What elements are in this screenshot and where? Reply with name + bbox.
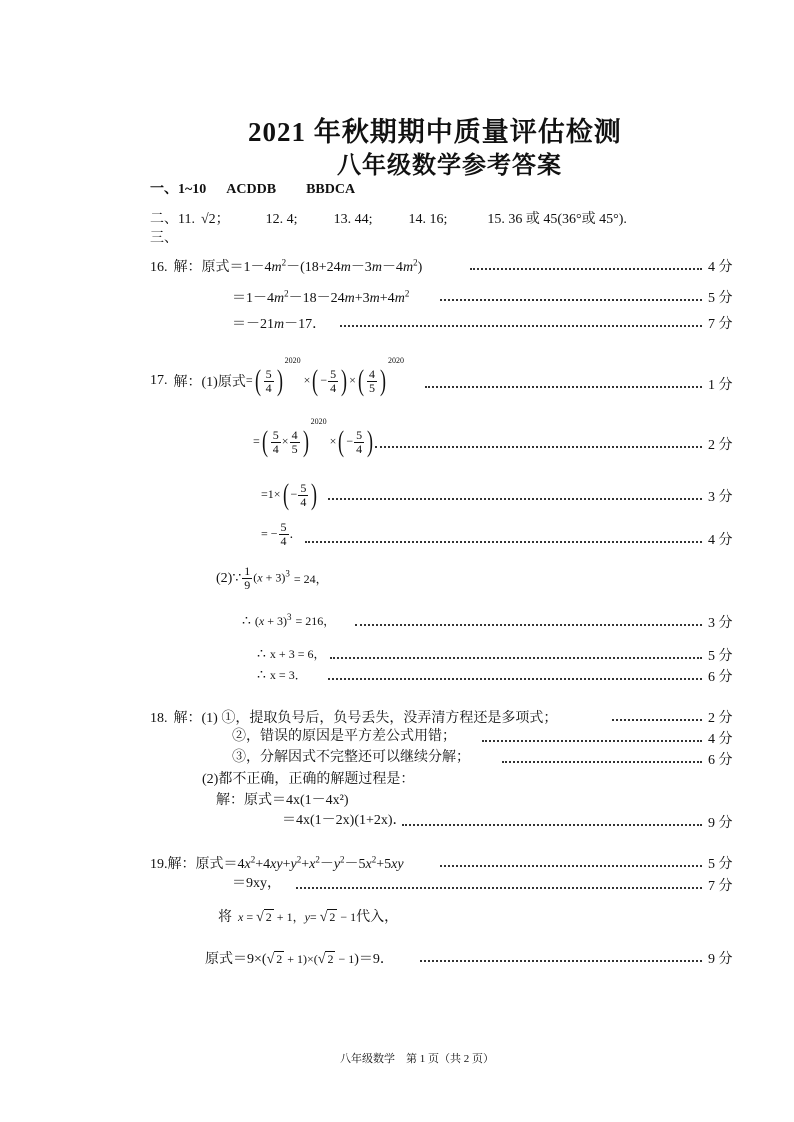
q17-expr4: = − $\frac{5}{4}$ ． <box>261 520 302 548</box>
q16-line3 <box>232 313 326 333</box>
score: 5 分 <box>708 857 733 872</box>
answer-13: 13. 44; <box>333 212 373 227</box>
q19-l3b: 代入， <box>356 910 399 925</box>
leader-dots <box>440 865 702 867</box>
answer-15: 15. 36 或 45(36°或 45°). <box>487 212 627 227</box>
score: 4 分 <box>708 732 733 747</box>
q17-p1: (1)原式 <box>201 375 246 390</box>
part1-label: 一、1~10 <box>150 182 207 197</box>
q17-line4 <box>261 521 302 548</box>
score: 9 分 <box>708 952 733 967</box>
part2-label: 二、11. <box>150 212 195 227</box>
score: 7 分 <box>708 317 733 332</box>
leader-dots <box>340 325 702 327</box>
q18-l2: ②，错误的原因是平方差公式用错； <box>232 729 456 744</box>
q17-expr3: =1×( − $\frac{5}{4}$ ) <box>261 478 318 511</box>
q17-expr2: =( $\frac{5}{4}$ × $\frac{4}{5}$ )$^{2020}$ ×( − $\frac{5}{4}$ ) <box>253 417 374 458</box>
leader-dots <box>375 446 702 448</box>
therefore-symbol: ∴ <box>257 668 266 683</box>
leader-dots <box>425 386 702 388</box>
q18-num: 18. <box>150 711 168 726</box>
q16-expr3: ＝－21m－17． <box>232 317 327 332</box>
q17-eq24: = 24， <box>293 572 328 586</box>
score: 3 分 <box>708 490 733 505</box>
page-subtitle: 八年级数学参考答案 <box>337 153 562 179</box>
q18-l5: 解：原式＝4x(1－4x²) <box>216 793 349 808</box>
q17-line1 <box>150 356 404 397</box>
leader-dots <box>440 299 702 301</box>
q16-expr1: 原式$=1-4m^2-(18+24m-3m-4m^2)$ <box>201 257 423 275</box>
q17-jie: 解： <box>173 375 202 390</box>
part1-answers-b: BBDCA <box>306 182 356 197</box>
q17-eq216: = 216， <box>295 614 336 628</box>
q19-jie: 解： <box>167 857 196 872</box>
therefore-symbol: ∴ <box>242 614 251 629</box>
q17-eq3: x = 3． <box>269 668 307 682</box>
q19-l4-expr: √ 2 + 1)×( √ 2 − 1 <box>266 952 355 967</box>
therefore-symbol: ∴ <box>257 647 266 662</box>
q18-l4: (2)都不正确，正确的解题过程是： <box>202 772 415 787</box>
leader-dots <box>328 678 702 680</box>
leader-dots <box>355 624 702 626</box>
leader-dots <box>402 824 702 826</box>
q16-num: 16. <box>150 260 168 275</box>
score: 9 分 <box>708 816 733 831</box>
score: 4 分 <box>708 260 733 275</box>
q17-expr1: =( $\frac{5}{4}$ )$^{2020}$ ×( − $\frac{5}{4}$ ) ×( $\frac{4}{5}$ )$^{2020}$ <box>245 356 404 397</box>
q17-line8 <box>257 666 307 684</box>
answer-14: 14. 16; <box>408 212 448 227</box>
q18-l1: (1) ①，提取负号后，负号丢失，没弄清方程还是多项式； <box>201 711 558 726</box>
score: 6 分 <box>708 670 733 685</box>
q17-expr6: $(x + 3)^3$ <box>254 612 292 628</box>
part1-answers-a: ACDDB <box>226 182 277 197</box>
q19-l2: ＝9xy， <box>232 876 281 891</box>
q19-line1 <box>150 853 404 873</box>
q17-p2: (2) <box>216 570 233 586</box>
page-title: 2021 年秋期期中质量评估检测 <box>248 117 622 147</box>
q17-line7 <box>257 645 325 663</box>
q17-line2 <box>253 417 375 458</box>
leader-dots <box>612 719 702 721</box>
leader-dots <box>305 541 702 543</box>
q17-eq6: x + 3 = 6， <box>269 647 326 661</box>
q19-num: 19. <box>150 857 168 872</box>
score: 1 分 <box>708 378 733 393</box>
score: 5 分 <box>708 649 733 664</box>
q17-num: 17. <box>150 373 168 388</box>
q16-expr2: $=1-4m^2-18-24m+3m+4m^2$ <box>232 288 410 306</box>
q19-l3a: 将 <box>218 910 232 925</box>
leader-dots <box>328 498 702 500</box>
q19-line3 <box>218 906 398 926</box>
q17-line5 <box>216 565 328 592</box>
q17-line6 <box>242 612 335 630</box>
leader-dots <box>502 761 702 763</box>
q16-line2 <box>232 287 409 307</box>
score: 6 分 <box>708 753 733 768</box>
q17-expr5: $\frac{1}{9}$ $(x + 3)^3$ <box>244 564 290 592</box>
q19-expr1: 原式$=4x^2+4xy+y^2+x^2-y^2-5x^2+5xy$ <box>195 854 404 872</box>
part3-label: 三、 <box>150 231 178 246</box>
score: 3 分 <box>708 616 733 631</box>
q16-jie: 解： <box>173 260 202 275</box>
q19-l4end: )＝9． <box>354 952 394 967</box>
q18-l6: ＝4x(1－2x)(1+2x)． <box>282 813 407 828</box>
q16-line1 <box>150 256 422 276</box>
leader-dots <box>296 887 702 889</box>
q18-line1 <box>150 707 557 727</box>
part1-line <box>150 178 355 198</box>
q19-l4a: 原式＝9×( <box>205 952 267 967</box>
sqrt-symbol: √ <box>200 212 209 227</box>
score: 5 分 <box>708 291 733 306</box>
q18-l3: ③，分解因式不完整还可以继续分解； <box>232 750 470 765</box>
score: 2 分 <box>708 438 733 453</box>
leader-dots <box>330 657 702 659</box>
leader-dots <box>420 960 702 962</box>
leader-dots <box>470 268 702 270</box>
score: 4 分 <box>708 533 733 548</box>
answer-11: 2； <box>208 212 230 227</box>
score: 7 分 <box>708 879 733 894</box>
page-footer: 八年级数学 第 1 页（共 2 页） <box>340 1053 494 1065</box>
q17-line3 <box>261 480 319 510</box>
part2-line <box>150 208 627 228</box>
q19-line4 <box>205 948 394 968</box>
answer-12: 12. 4; <box>265 212 298 227</box>
q19-substitution: x = √ 2 + 1，y= √ 2 − 1 <box>238 910 357 925</box>
because-symbol: ∵ <box>232 571 242 586</box>
score: 2 分 <box>708 711 733 726</box>
q18-jie: 解： <box>173 711 202 726</box>
leader-dots <box>482 740 702 742</box>
